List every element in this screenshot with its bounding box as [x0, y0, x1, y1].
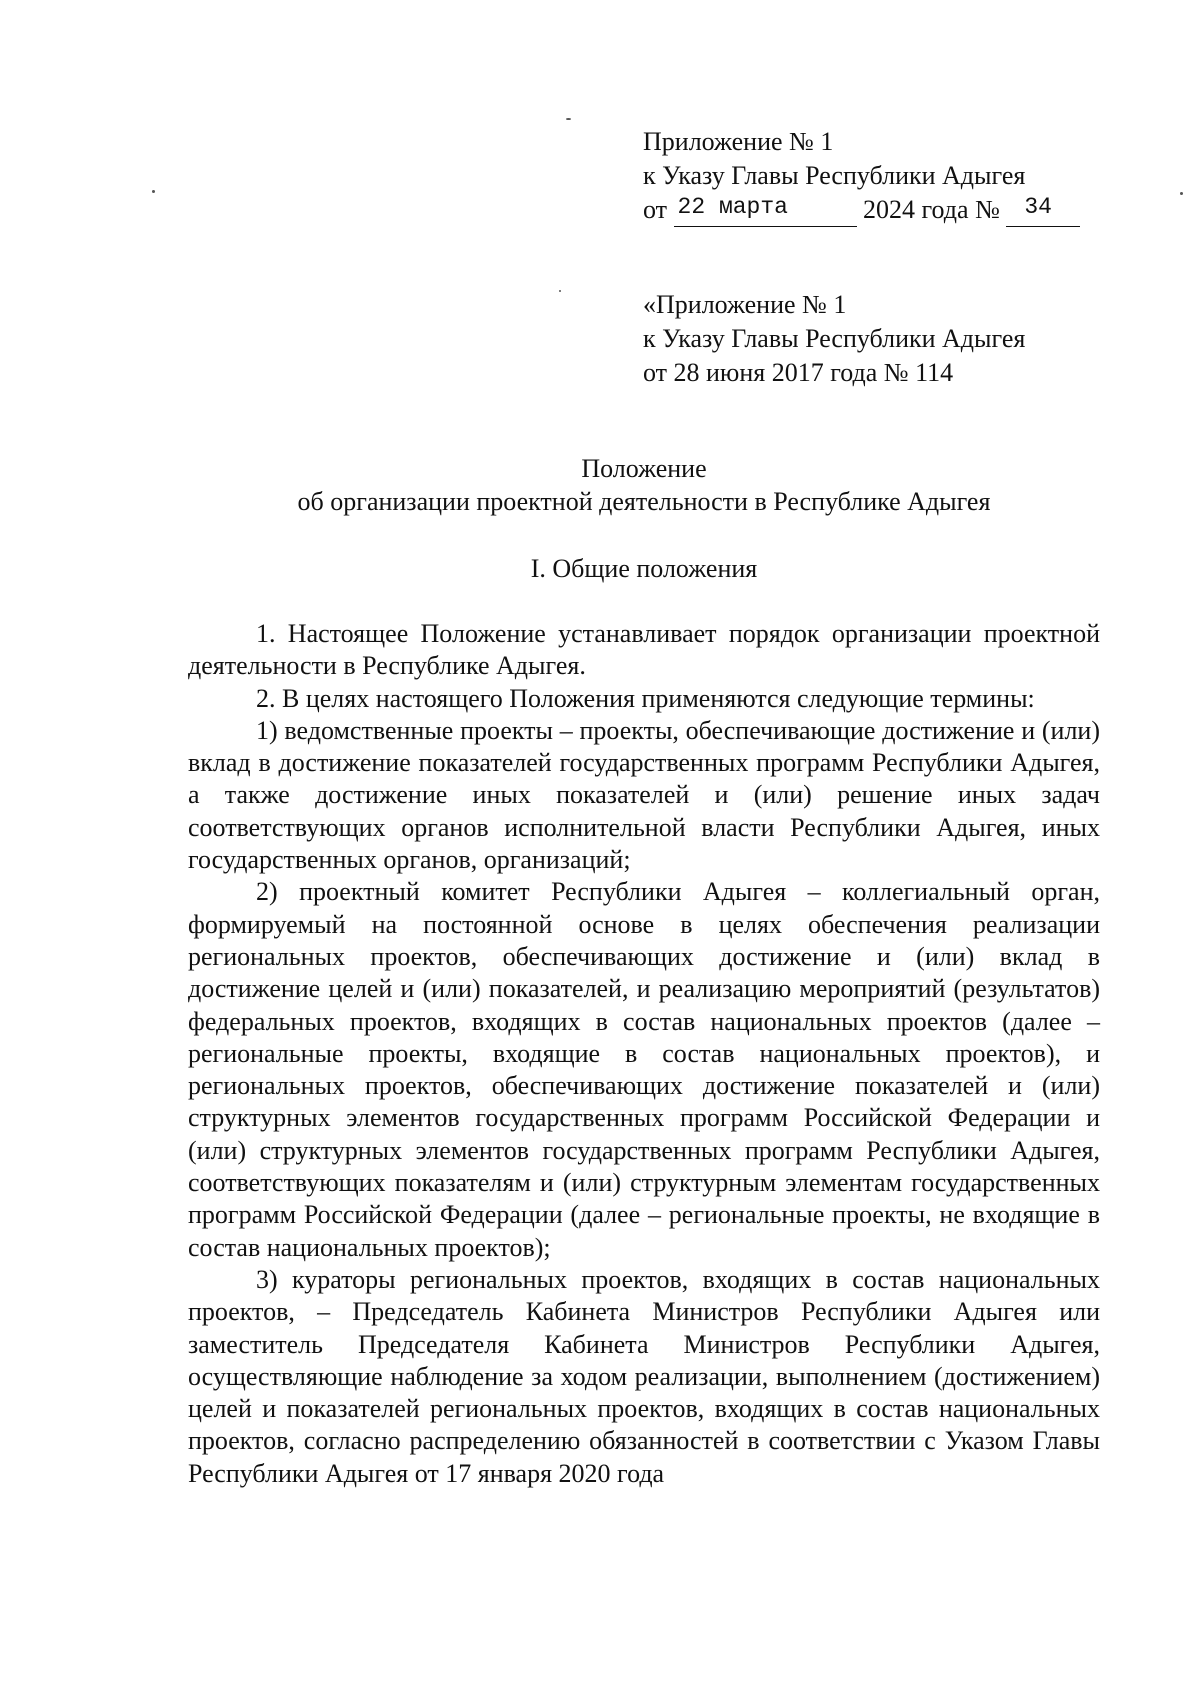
- paragraph-1: 1. Настоящее Положение устанавливает порядок организации проектной деятельности в Республике Адыгея.: [188, 619, 1100, 681]
- scan-speck: [566, 118, 571, 120]
- annex-decree-ref: к Указу Главы Республики Адыгея: [643, 161, 1026, 190]
- scan-speck: [1180, 192, 1183, 195]
- paragraph-3: 1) ведомственные проекты – проекты, обеспечивающие достижение и (или) вклад в достижение показателей государственных программ Республики Адыгея, а также достижение иных показателей и (или) решение иных задач соответствующих органов исполнительной власти Республики Адыгея, иных государственных органов, организаций;: [188, 715, 1100, 875]
- section-heading: I. Общие положения: [530, 554, 758, 583]
- document-body: [188, 618, 1100, 1490]
- date-fill-line: [674, 196, 857, 227]
- paragraph-4: 2) проектный комитет Республики Адыгея – коллегиальный орган, формируемый на постоянной основе в целях обеспечения реализации региональных проектов, обеспечивающих достижение и (или) вклад в достижение целей и (или) показателей, и реализацию мероприятий (результатов) федеральных проектов, входящих в состав национальных проектов (далее – региональные проекты, входящие в состав национальных проектов), и региональных проектов, обеспечивающих достижение показателей и (или) структурных элементов государственных программ Российской Федерации и (или) структурных элементов государственных программ Республики Адыгея, соответствующих показателям и (или) структурным элементам государственных программ Российской Федерации (далее – региональные проекты, не входящие в состав национальных проектов);: [188, 877, 1100, 1262]
- number-fill-line: [1006, 196, 1080, 227]
- annex-header: [643, 125, 1080, 227]
- document-title: [188, 452, 1100, 518]
- paragraph-2: 2. В целях настоящего Положения применяются следующие термины:: [256, 683, 1035, 713]
- paragraph-5: 3) кураторы региональных проектов, входящих в состав национальных проектов, – Председатель Кабинета Министров Республики Адыгея или заместитель Председателя Кабинета Министров Республики Адыгея, осуществляющие наблюдение за ходом реализации, выполнением (достижением) целей и показателей региональных проектов, входящих в состав национальных проектов, согласно распределению обязанностей в соответствии с Указом Главы Республики Адыгея от 17 января 2020 года: [188, 1264, 1100, 1488]
- handwritten-date: 22 марта: [677, 194, 788, 220]
- title-line-2: об организации проектной деятельности в Республике Адыгея: [297, 487, 991, 516]
- handwritten-number: 34: [1024, 194, 1052, 220]
- previous-annex-decree-ref: к Указу Главы Республики Адыгея: [643, 324, 1026, 353]
- scan-speck: [559, 290, 561, 292]
- scan-speck: [152, 190, 155, 193]
- previous-annex-header: [643, 288, 1025, 390]
- previous-annex-number: «Приложение № 1: [643, 290, 847, 319]
- previous-annex-date: от 28 июня 2017 года № 114: [643, 358, 954, 387]
- title-line-1: Положение: [581, 454, 707, 483]
- annex-date-line: от 22 марта 2024 года № 34: [643, 193, 1080, 227]
- annex-number: Приложение № 1: [643, 127, 834, 156]
